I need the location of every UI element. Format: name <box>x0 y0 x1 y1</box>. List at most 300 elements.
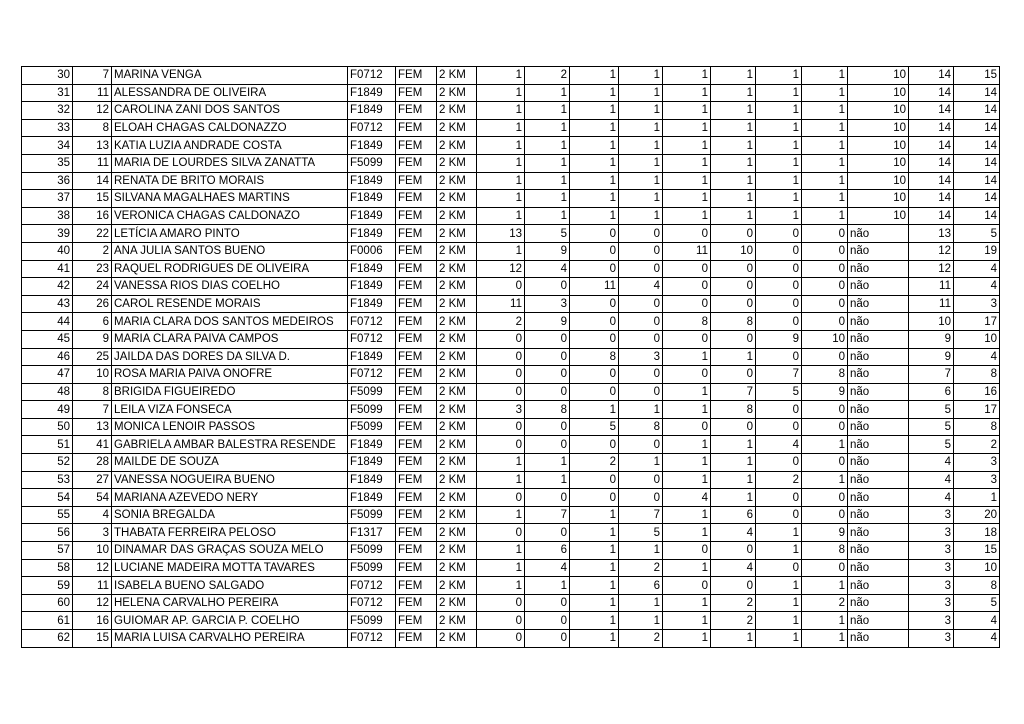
cell-c7: 1 <box>756 172 802 190</box>
cell-pos: 56 <box>22 524 73 542</box>
cell-cat: FEM <box>396 454 437 472</box>
cell-c10: 5 <box>954 225 1000 243</box>
cell-c6: 0 <box>711 278 756 296</box>
cell-c6: 8 <box>711 401 756 419</box>
cell-code: F5099 <box>348 383 396 401</box>
cell-c1: 1 <box>477 242 525 260</box>
cell-c5: 0 <box>663 260 711 278</box>
cell-num: 7 <box>73 401 112 419</box>
cell-code: F1849 <box>348 454 396 472</box>
cell-c9: 6 <box>909 383 954 401</box>
cell-c9: 9 <box>909 330 954 348</box>
cell-c4: 1 <box>619 190 663 208</box>
cell-c10: 14 <box>954 190 1000 208</box>
cell-c8: 0 <box>802 260 848 278</box>
cell-code: F1849 <box>348 172 396 190</box>
cell-c4: 0 <box>619 242 663 260</box>
cell-flag: não <box>848 383 909 401</box>
cell-pos: 42 <box>22 278 73 296</box>
cell-flag: não <box>848 418 909 436</box>
cell-c10: 14 <box>954 119 1000 137</box>
cell-c10: 2 <box>954 436 1000 454</box>
cell-pos: 61 <box>22 612 73 630</box>
cell-c6: 1 <box>711 172 756 190</box>
cell-c7: 7 <box>756 366 802 384</box>
cell-c9: 11 <box>909 278 954 296</box>
cell-name: VANESSA RIOS DIAS COELHO <box>112 278 348 296</box>
cell-dist: 2 KM <box>437 260 477 278</box>
cell-c7: 1 <box>756 67 802 85</box>
cell-code: F1317 <box>348 524 396 542</box>
table-row <box>22 454 1000 472</box>
cell-c9: 3 <box>909 506 954 524</box>
cell-c2: 9 <box>525 242 570 260</box>
cell-num: 2 <box>73 242 112 260</box>
cell-code: F0712 <box>348 67 396 85</box>
cell-c6: 1 <box>711 454 756 472</box>
cell-c4: 0 <box>619 489 663 507</box>
cell-c9: 14 <box>909 84 954 102</box>
cell-flag: 10 <box>848 84 909 102</box>
cell-c10: 18 <box>954 524 1000 542</box>
cell-num: 11 <box>73 577 112 595</box>
cell-c10: 8 <box>954 577 1000 595</box>
cell-c5: 1 <box>663 559 711 577</box>
cell-dist: 2 KM <box>437 418 477 436</box>
cell-name: MARINA VENGA <box>112 67 348 85</box>
cell-pos: 47 <box>22 366 73 384</box>
cell-c9: 14 <box>909 137 954 155</box>
table-row <box>22 172 1000 190</box>
cell-c2: 7 <box>525 506 570 524</box>
cell-c5: 1 <box>663 506 711 524</box>
cell-c10: 14 <box>954 102 1000 120</box>
cell-c3: 0 <box>570 471 619 489</box>
cell-c2: 5 <box>525 225 570 243</box>
cell-c7: 0 <box>756 348 802 366</box>
cell-c3: 1 <box>570 207 619 225</box>
cell-c3: 1 <box>570 102 619 120</box>
cell-pos: 43 <box>22 295 73 313</box>
cell-pos: 51 <box>22 436 73 454</box>
cell-c9: 5 <box>909 418 954 436</box>
cell-c10: 15 <box>954 542 1000 560</box>
cell-flag: não <box>848 366 909 384</box>
cell-c9: 14 <box>909 67 954 85</box>
cell-c1: 0 <box>477 278 525 296</box>
cell-flag: não <box>848 295 909 313</box>
table-row <box>22 260 1000 278</box>
cell-c7: 1 <box>756 154 802 172</box>
cell-name: SONIA BREGALDA <box>112 506 348 524</box>
table-row <box>22 489 1000 507</box>
cell-c6: 0 <box>711 366 756 384</box>
table-row <box>22 524 1000 542</box>
cell-dist: 2 KM <box>437 542 477 560</box>
cell-c7: 1 <box>756 594 802 612</box>
table-row <box>22 225 1000 243</box>
cell-c2: 0 <box>525 436 570 454</box>
cell-c2: 1 <box>525 172 570 190</box>
cell-c3: 0 <box>570 225 619 243</box>
cell-num: 8 <box>73 119 112 137</box>
cell-c7: 4 <box>756 436 802 454</box>
table-row <box>22 559 1000 577</box>
table-row <box>22 348 1000 366</box>
cell-c8: 1 <box>802 190 848 208</box>
table-row <box>22 418 1000 436</box>
table-row <box>22 207 1000 225</box>
cell-pos: 53 <box>22 471 73 489</box>
table-row <box>22 542 1000 560</box>
cell-c4: 1 <box>619 137 663 155</box>
cell-c6: 0 <box>711 260 756 278</box>
cell-cat: FEM <box>396 366 437 384</box>
cell-flag: 10 <box>848 190 909 208</box>
cell-c2: 1 <box>525 84 570 102</box>
cell-num: 22 <box>73 225 112 243</box>
cell-c8: 1 <box>802 67 848 85</box>
cell-cat: FEM <box>396 84 437 102</box>
cell-dist: 2 KM <box>437 594 477 612</box>
cell-c1: 0 <box>477 489 525 507</box>
cell-c8: 2 <box>802 594 848 612</box>
cell-c8: 1 <box>802 172 848 190</box>
cell-flag: não <box>848 401 909 419</box>
cell-c7: 0 <box>756 506 802 524</box>
cell-name: MARIANA AZEVEDO NERY <box>112 489 348 507</box>
cell-c5: 1 <box>663 102 711 120</box>
cell-name: VANESSA NOGUEIRA BUENO <box>112 471 348 489</box>
cell-flag: 10 <box>848 154 909 172</box>
cell-num: 11 <box>73 84 112 102</box>
cell-c5: 0 <box>663 278 711 296</box>
cell-c1: 1 <box>477 102 525 120</box>
cell-c8: 1 <box>802 102 848 120</box>
cell-c7: 9 <box>756 330 802 348</box>
cell-c6: 1 <box>711 119 756 137</box>
cell-pos: 32 <box>22 102 73 120</box>
cell-c4: 7 <box>619 506 663 524</box>
cell-name: RENATA DE BRITO MORAIS <box>112 172 348 190</box>
cell-c3: 1 <box>570 84 619 102</box>
cell-c6: 1 <box>711 67 756 85</box>
table-row <box>22 154 1000 172</box>
cell-c5: 0 <box>663 542 711 560</box>
cell-num: 27 <box>73 471 112 489</box>
cell-dist: 2 KM <box>437 366 477 384</box>
cell-code: F1849 <box>348 190 396 208</box>
cell-c5: 1 <box>663 383 711 401</box>
cell-c10: 14 <box>954 207 1000 225</box>
cell-dist: 2 KM <box>437 454 477 472</box>
cell-flag: não <box>848 594 909 612</box>
cell-dist: 2 KM <box>437 137 477 155</box>
cell-c4: 1 <box>619 612 663 630</box>
cell-c2: 0 <box>525 489 570 507</box>
cell-c6: 0 <box>711 577 756 595</box>
cell-c4: 0 <box>619 366 663 384</box>
cell-pos: 58 <box>22 559 73 577</box>
cell-c1: 0 <box>477 630 525 648</box>
cell-c9: 3 <box>909 524 954 542</box>
cell-c10: 17 <box>954 401 1000 419</box>
cell-num: 10 <box>73 366 112 384</box>
cell-c9: 14 <box>909 154 954 172</box>
cell-c1: 1 <box>477 454 525 472</box>
cell-name: MAILDE DE SOUZA <box>112 454 348 472</box>
cell-c8: 1 <box>802 137 848 155</box>
cell-cat: FEM <box>396 524 437 542</box>
cell-c8: 8 <box>802 366 848 384</box>
cell-c4: 1 <box>619 67 663 85</box>
cell-c10: 10 <box>954 559 1000 577</box>
cell-code: F1849 <box>348 489 396 507</box>
cell-c1: 1 <box>477 506 525 524</box>
cell-c4: 0 <box>619 295 663 313</box>
cell-c7: 1 <box>756 190 802 208</box>
cell-c10: 4 <box>954 278 1000 296</box>
cell-c6: 4 <box>711 524 756 542</box>
cell-code: F1849 <box>348 260 396 278</box>
cell-num: 7 <box>73 67 112 85</box>
cell-c6: 7 <box>711 383 756 401</box>
cell-c5: 1 <box>663 401 711 419</box>
cell-c8: 0 <box>802 489 848 507</box>
cell-name: RAQUEL RODRIGUES DE OLIVEIRA <box>112 260 348 278</box>
cell-c9: 7 <box>909 366 954 384</box>
cell-c5: 1 <box>663 190 711 208</box>
table-row <box>22 612 1000 630</box>
cell-c3: 1 <box>570 612 619 630</box>
table-row <box>22 594 1000 612</box>
cell-c7: 0 <box>756 260 802 278</box>
cell-num: 12 <box>73 559 112 577</box>
cell-cat: FEM <box>396 612 437 630</box>
table-row <box>22 330 1000 348</box>
table-row <box>22 102 1000 120</box>
cell-cat: FEM <box>396 119 437 137</box>
cell-c8: 0 <box>802 313 848 331</box>
cell-c5: 1 <box>663 207 711 225</box>
cell-c7: 0 <box>756 225 802 243</box>
cell-c6: 1 <box>711 630 756 648</box>
cell-c1: 0 <box>477 594 525 612</box>
cell-c8: 1 <box>802 119 848 137</box>
cell-c10: 20 <box>954 506 1000 524</box>
cell-c7: 1 <box>756 524 802 542</box>
cell-dist: 2 KM <box>437 524 477 542</box>
table-row <box>22 67 1000 85</box>
cell-dist: 2 KM <box>437 119 477 137</box>
cell-c4: 1 <box>619 102 663 120</box>
cell-c2: 6 <box>525 542 570 560</box>
cell-c2: 8 <box>525 401 570 419</box>
cell-num: 16 <box>73 207 112 225</box>
cell-pos: 40 <box>22 242 73 260</box>
cell-name: LUCIANE MADEIRA MOTTA TAVARES <box>112 559 348 577</box>
cell-c9: 5 <box>909 401 954 419</box>
cell-c3: 0 <box>570 295 619 313</box>
cell-code: F5099 <box>348 401 396 419</box>
cell-c5: 1 <box>663 436 711 454</box>
cell-c1: 11 <box>477 295 525 313</box>
cell-c8: 0 <box>802 559 848 577</box>
cell-c8: 1 <box>802 154 848 172</box>
cell-c3: 5 <box>570 418 619 436</box>
cell-c7: 1 <box>756 612 802 630</box>
cell-c7: 0 <box>756 295 802 313</box>
cell-code: F0712 <box>348 366 396 384</box>
cell-flag: não <box>848 260 909 278</box>
cell-c8: 0 <box>802 401 848 419</box>
cell-cat: FEM <box>396 630 437 648</box>
cell-c7: 0 <box>756 418 802 436</box>
cell-c8: 10 <box>802 330 848 348</box>
cell-c9: 3 <box>909 577 954 595</box>
cell-c8: 0 <box>802 225 848 243</box>
cell-c10: 15 <box>954 67 1000 85</box>
cell-c5: 1 <box>663 471 711 489</box>
cell-num: 10 <box>73 542 112 560</box>
cell-num: 9 <box>73 330 112 348</box>
cell-c1: 1 <box>477 207 525 225</box>
cell-code: F1849 <box>348 436 396 454</box>
cell-name: MARIA CLARA PAIVA CAMPOS <box>112 330 348 348</box>
cell-c4: 8 <box>619 418 663 436</box>
cell-c3: 1 <box>570 594 619 612</box>
cell-name: SILVANA MAGALHAES MARTINS <box>112 190 348 208</box>
cell-c3: 1 <box>570 172 619 190</box>
cell-c6: 1 <box>711 471 756 489</box>
cell-c1: 2 <box>477 313 525 331</box>
cell-c5: 1 <box>663 524 711 542</box>
cell-name: HELENA CARVALHO PEREIRA <box>112 594 348 612</box>
cell-c2: 1 <box>525 471 570 489</box>
cell-dist: 2 KM <box>437 577 477 595</box>
cell-dist: 2 KM <box>437 225 477 243</box>
cell-c3: 1 <box>570 524 619 542</box>
cell-c9: 3 <box>909 542 954 560</box>
cell-dist: 2 KM <box>437 154 477 172</box>
cell-c7: 1 <box>756 542 802 560</box>
cell-c10: 4 <box>954 348 1000 366</box>
cell-c1: 12 <box>477 260 525 278</box>
cell-c6: 10 <box>711 242 756 260</box>
cell-c5: 0 <box>663 418 711 436</box>
cell-num: 14 <box>73 172 112 190</box>
cell-pos: 45 <box>22 330 73 348</box>
cell-c9: 3 <box>909 594 954 612</box>
cell-code: F5099 <box>348 612 396 630</box>
table-row <box>22 630 1000 648</box>
cell-flag: 10 <box>848 102 909 120</box>
cell-c5: 1 <box>663 594 711 612</box>
cell-pos: 30 <box>22 67 73 85</box>
cell-name: MARIA DE LOURDES SILVA ZANATTA <box>112 154 348 172</box>
cell-pos: 49 <box>22 401 73 419</box>
cell-c3: 0 <box>570 330 619 348</box>
cell-code: F0712 <box>348 577 396 595</box>
cell-c9: 4 <box>909 489 954 507</box>
cell-c8: 0 <box>802 278 848 296</box>
cell-c1: 0 <box>477 366 525 384</box>
cell-flag: 10 <box>848 67 909 85</box>
table-row <box>22 471 1000 489</box>
cell-c10: 17 <box>954 313 1000 331</box>
cell-c8: 9 <box>802 383 848 401</box>
cell-c2: 3 <box>525 295 570 313</box>
cell-dist: 2 KM <box>437 436 477 454</box>
cell-c5: 1 <box>663 630 711 648</box>
cell-c2: 1 <box>525 454 570 472</box>
cell-name: ISABELA BUENO SALGADO <box>112 577 348 595</box>
cell-c3: 1 <box>570 559 619 577</box>
cell-code: F1849 <box>348 278 396 296</box>
cell-dist: 2 KM <box>437 313 477 331</box>
cell-c7: 0 <box>756 401 802 419</box>
cell-c3: 11 <box>570 278 619 296</box>
cell-cat: FEM <box>396 242 437 260</box>
cell-num: 25 <box>73 348 112 366</box>
cell-code: F5099 <box>348 154 396 172</box>
cell-c2: 0 <box>525 366 570 384</box>
cell-c3: 1 <box>570 137 619 155</box>
cell-c9: 10 <box>909 313 954 331</box>
cell-pos: 41 <box>22 260 73 278</box>
cell-c10: 16 <box>954 383 1000 401</box>
cell-code: F1849 <box>348 225 396 243</box>
cell-num: 11 <box>73 154 112 172</box>
cell-c2: 1 <box>525 137 570 155</box>
cell-num: 28 <box>73 454 112 472</box>
cell-num: 6 <box>73 313 112 331</box>
cell-c5: 11 <box>663 242 711 260</box>
cell-dist: 2 KM <box>437 401 477 419</box>
cell-c10: 14 <box>954 84 1000 102</box>
cell-c10: 5 <box>954 594 1000 612</box>
cell-c4: 2 <box>619 559 663 577</box>
cell-pos: 39 <box>22 225 73 243</box>
cell-c6: 8 <box>711 313 756 331</box>
cell-c1: 0 <box>477 330 525 348</box>
cell-c9: 4 <box>909 471 954 489</box>
cell-cat: FEM <box>396 542 437 560</box>
cell-c10: 3 <box>954 454 1000 472</box>
cell-cat: FEM <box>396 330 437 348</box>
cell-c7: 2 <box>756 471 802 489</box>
table-row <box>22 242 1000 260</box>
cell-c3: 1 <box>570 67 619 85</box>
cell-c10: 14 <box>954 172 1000 190</box>
cell-pos: 35 <box>22 154 73 172</box>
cell-cat: FEM <box>396 295 437 313</box>
cell-cat: FEM <box>396 418 437 436</box>
cell-c10: 14 <box>954 154 1000 172</box>
cell-code: F0712 <box>348 594 396 612</box>
cell-c8: 0 <box>802 454 848 472</box>
cell-c9: 5 <box>909 436 954 454</box>
cell-c10: 19 <box>954 242 1000 260</box>
cell-c3: 0 <box>570 242 619 260</box>
cell-name: ANA JULIA SANTOS BUENO <box>112 242 348 260</box>
cell-code: F1849 <box>348 84 396 102</box>
cell-c6: 0 <box>711 542 756 560</box>
cell-c9: 9 <box>909 348 954 366</box>
cell-c7: 1 <box>756 119 802 137</box>
cell-c4: 4 <box>619 278 663 296</box>
cell-pos: 55 <box>22 506 73 524</box>
